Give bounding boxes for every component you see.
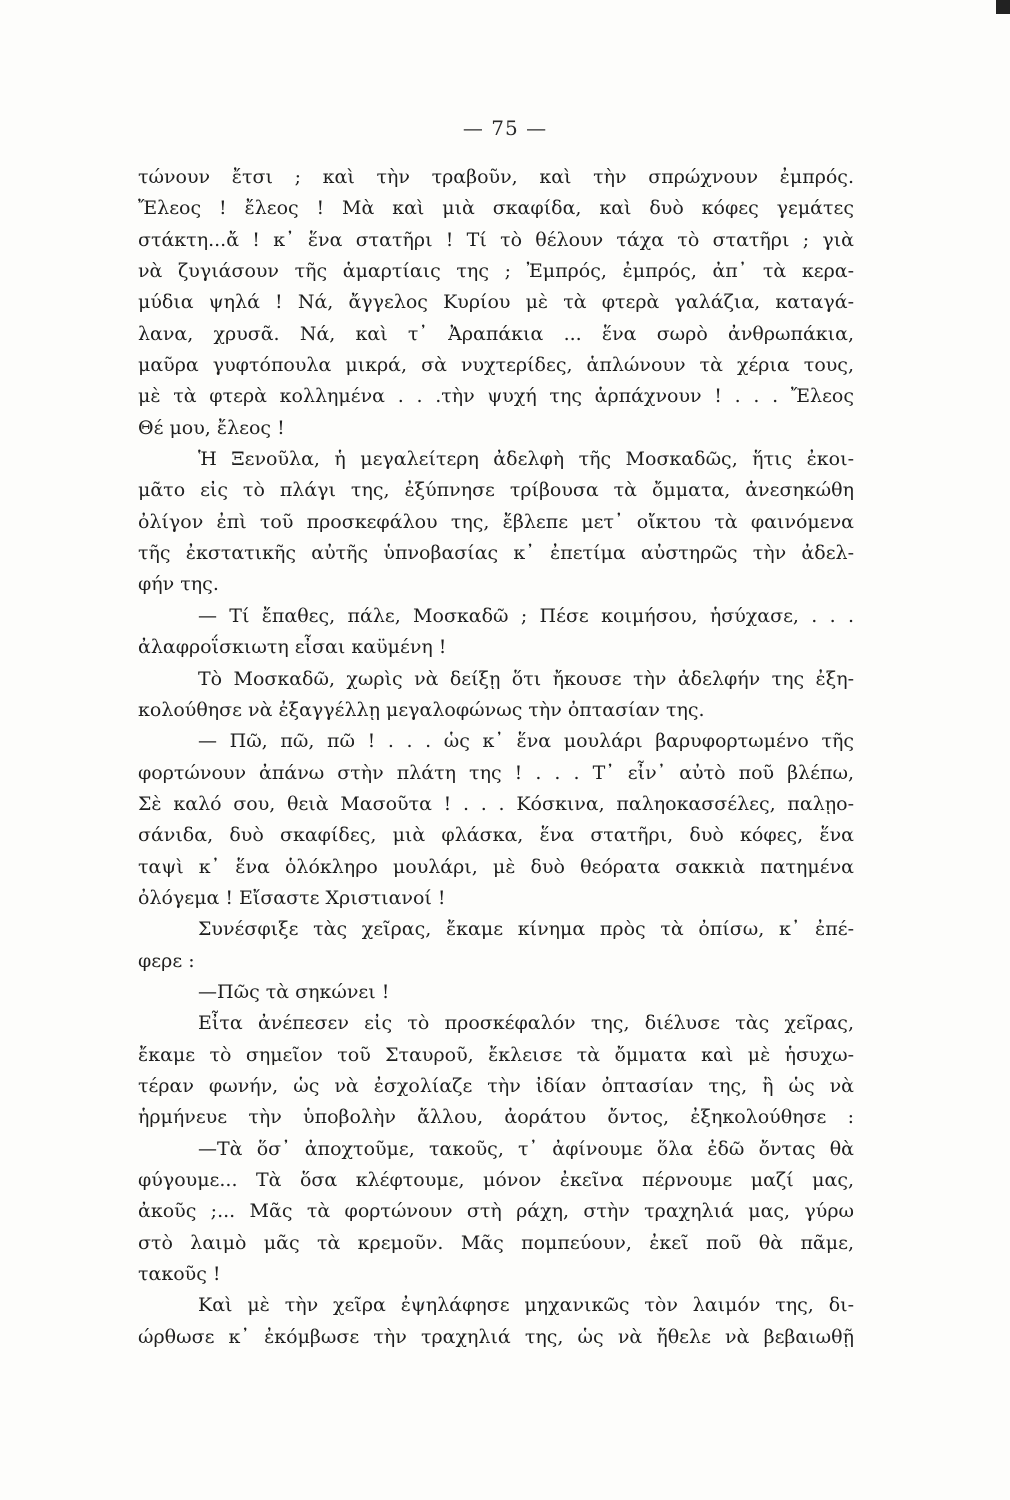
text-line: Θέ μου, ἔλεος ! [138,416,285,439]
text-line: — Πῶ, πῶ, πῶ ! . . . ὡς κ᾿ ἕνα μουλάρι βαρυφορτωμένο τῆς [198,730,854,753]
text-line: φήν της. [138,573,219,596]
text-line: φορτώνουν ἀπάνω στὴν πλάτη της ! . . . Τ᾿ εἶν᾿ αὐτὸ ποῦ βλέπω, [138,761,854,784]
text-line: ὀλίγον ἐπὶ τοῦ προσκεφάλου της, ἔβλεπε μετ᾿ οἴκτου τὰ φαινόμενα [138,510,854,533]
text-line: — Τί ἔπαθες, πάλε, Μοσκαδῶ ; Πέσε κοιμήσου, ἡσύχασε, . . . [198,604,854,627]
text-line: μαῦρα γυφτόπουλα μικρά, σὰ νυχτερίδες, ἁπλώνουν τὰ χέρια τους, [138,354,854,377]
text-line: μᾶτο εἰς τὸ πλάγι της, ἐξύπνησε τρίβουσα τὰ ὄμματα, ἀνεσηκώθη [138,479,854,502]
text-line: κολούθησε νὰ ἐξαγγέλλῃ μεγαλοφώνως τὴν ὀπτασίαν της. [138,698,705,721]
text-line: σάνιδα, δυὸ σκαφίδες, μιὰ φλάσκα, ἕνα στατῆρι, δυὸ κόφες, ἕνα [138,824,854,847]
text-line: Ἡ Ξενοῦλα, ἡ μεγαλείτερη ἀδελφὴ τῆς Μοσκαδῶς, ἥτις ἐκοι- [198,448,854,471]
text-line: Εἶτα ἀνέπεσεν εἰς τὸ προσκέφαλόν της, διέλυσε τὰς χεῖρας, [198,1012,854,1035]
page-number: — 75 — [462,116,548,140]
scan-corner-mark [996,0,1010,14]
text-line: ἀλαφροΐσκιωτη εἶσαι καϋμένη ! [138,636,447,659]
text-line: ἡρμήνευε τὴν ὑποβολὴν ἄλλου, ἀοράτου ὄντος, ἐξηκολούθησε : [138,1106,854,1129]
text-line: ἔκαμε τὸ σημεῖον τοῦ Σταυροῦ, ἔκλεισε τὰ ὄμματα καὶ μὲ ἡσυχω- [138,1043,854,1066]
text-line: ὀλόγεμα ! Εἴσαστε Χριστιανοί ! [138,886,446,909]
text-line: —Τὰ ὅσ᾿ ἀποχτοῦμε, τακοῦς, τ᾿ ἀφίνουμε ὅλα ἐδῶ ὄντας θὰ [198,1137,854,1160]
text-line: στάκτη...ἄ ! κ᾿ ἕνα στατῆρι ! Τί τὸ θέλουν τάχα τὸ στατῆρι ; γιὰ [138,228,854,251]
text-line: τέραν φωνήν, ὡς νὰ ἐσχολίαζε τὴν ἰδίαν ὀπτασίαν της, ἢ ὡς νὰ [138,1074,854,1097]
text-line: Τὸ Μοσκαδῶ, χωρὶς νὰ δείξῃ ὅτι ἤκουσε τὴν ἀδελφήν της ἐξη- [198,667,854,690]
text-line: Σὲ καλό σου, θειὰ Μασοῦτα ! . . . Κόσκινα, παληοκασσέλες, παλῃο- [138,792,854,815]
text-line: τῆς ἐκστατικῆς αὐτῆς ὑπνοβασίας κ᾿ ἐπετίμα αὐστηρῶς τὴν ἀδελ- [138,542,854,565]
text-line: τώνουν ἔτσι ; καὶ τὴν τραβοῦν, καὶ τὴν σπρώχνουν ἐμπρός. [138,166,854,188]
text-line: Συνέσφιξε τὰς χεῖρας, ἔκαμε κίνημα πρὸς τὰ ὀπίσω, κ᾿ ἐπέ- [198,918,854,941]
text-line: Ἔλεος ! ἔλεος ! Μὰ καὶ μιὰ σκαφίδα, καὶ δυὸ κόφες γεμάτες [138,197,854,220]
text-line: λανα, χρυσᾶ. Νά, καὶ τ᾿ Ἀραπάκια ... ἕνα σωρὸ ἀνθρωπάκια, [138,322,854,345]
text-line: ώρθωσε κ᾿ ἐκόμβωσε τὴν τραχηλιά της, ὡς νὰ ἤθελε νὰ βεβαιωθῇ [138,1325,854,1348]
text-line: Καὶ μὲ τὴν χεῖρα ἐψηλάφησε μηχανικῶς τὸν λαιμόν της, δι- [198,1294,854,1317]
text-line: φερε : [138,949,195,972]
text-line: στὸ λαιμὸ μᾶς τὰ κρεμοῦν. Μᾶς πομπεύουν, ἐκεῖ ποῦ θὰ πᾶμε, [138,1231,854,1254]
text-line: ἀκοῦς ;... Μᾶς τὰ φορτώνουν στὴ ράχη, στὴν τραχηλιά μας, γύρω [138,1200,854,1223]
text-line: νὰ ζυγιάσουν τῆς ἁμαρτίαις της ; Ἐμπρός, ἐμπρός, ἀπ᾿ τὰ κερα- [138,260,854,283]
text-line: —Πῶς τὰ σηκώνει ! [198,980,390,1003]
text-line: τακοῦς ! [138,1263,221,1286]
body-text [138,162,854,1353]
text-line: φύγουμε... Τὰ ὅσα κλέφτουμε, μόνον ἐκεῖνα πέρνουμε μαζί μας, [138,1169,854,1191]
text-line: ταψὶ κ᾿ ἕνα ὁλόκληρο μουλάρι, μὲ δυὸ θεόρατα σακκιὰ πατημένα [138,855,854,878]
text-line: μὲ τὰ φτερὰ κολλημένα . . .τὴν ψυχή της ἁρπάχνουν ! . . . Ἔλεος [138,385,854,408]
text-line: μύδια ψηλά ! Νά, ἄγγελος Κυρίου μὲ τὰ φτερὰ γαλάζια, καταγά- [138,291,854,314]
